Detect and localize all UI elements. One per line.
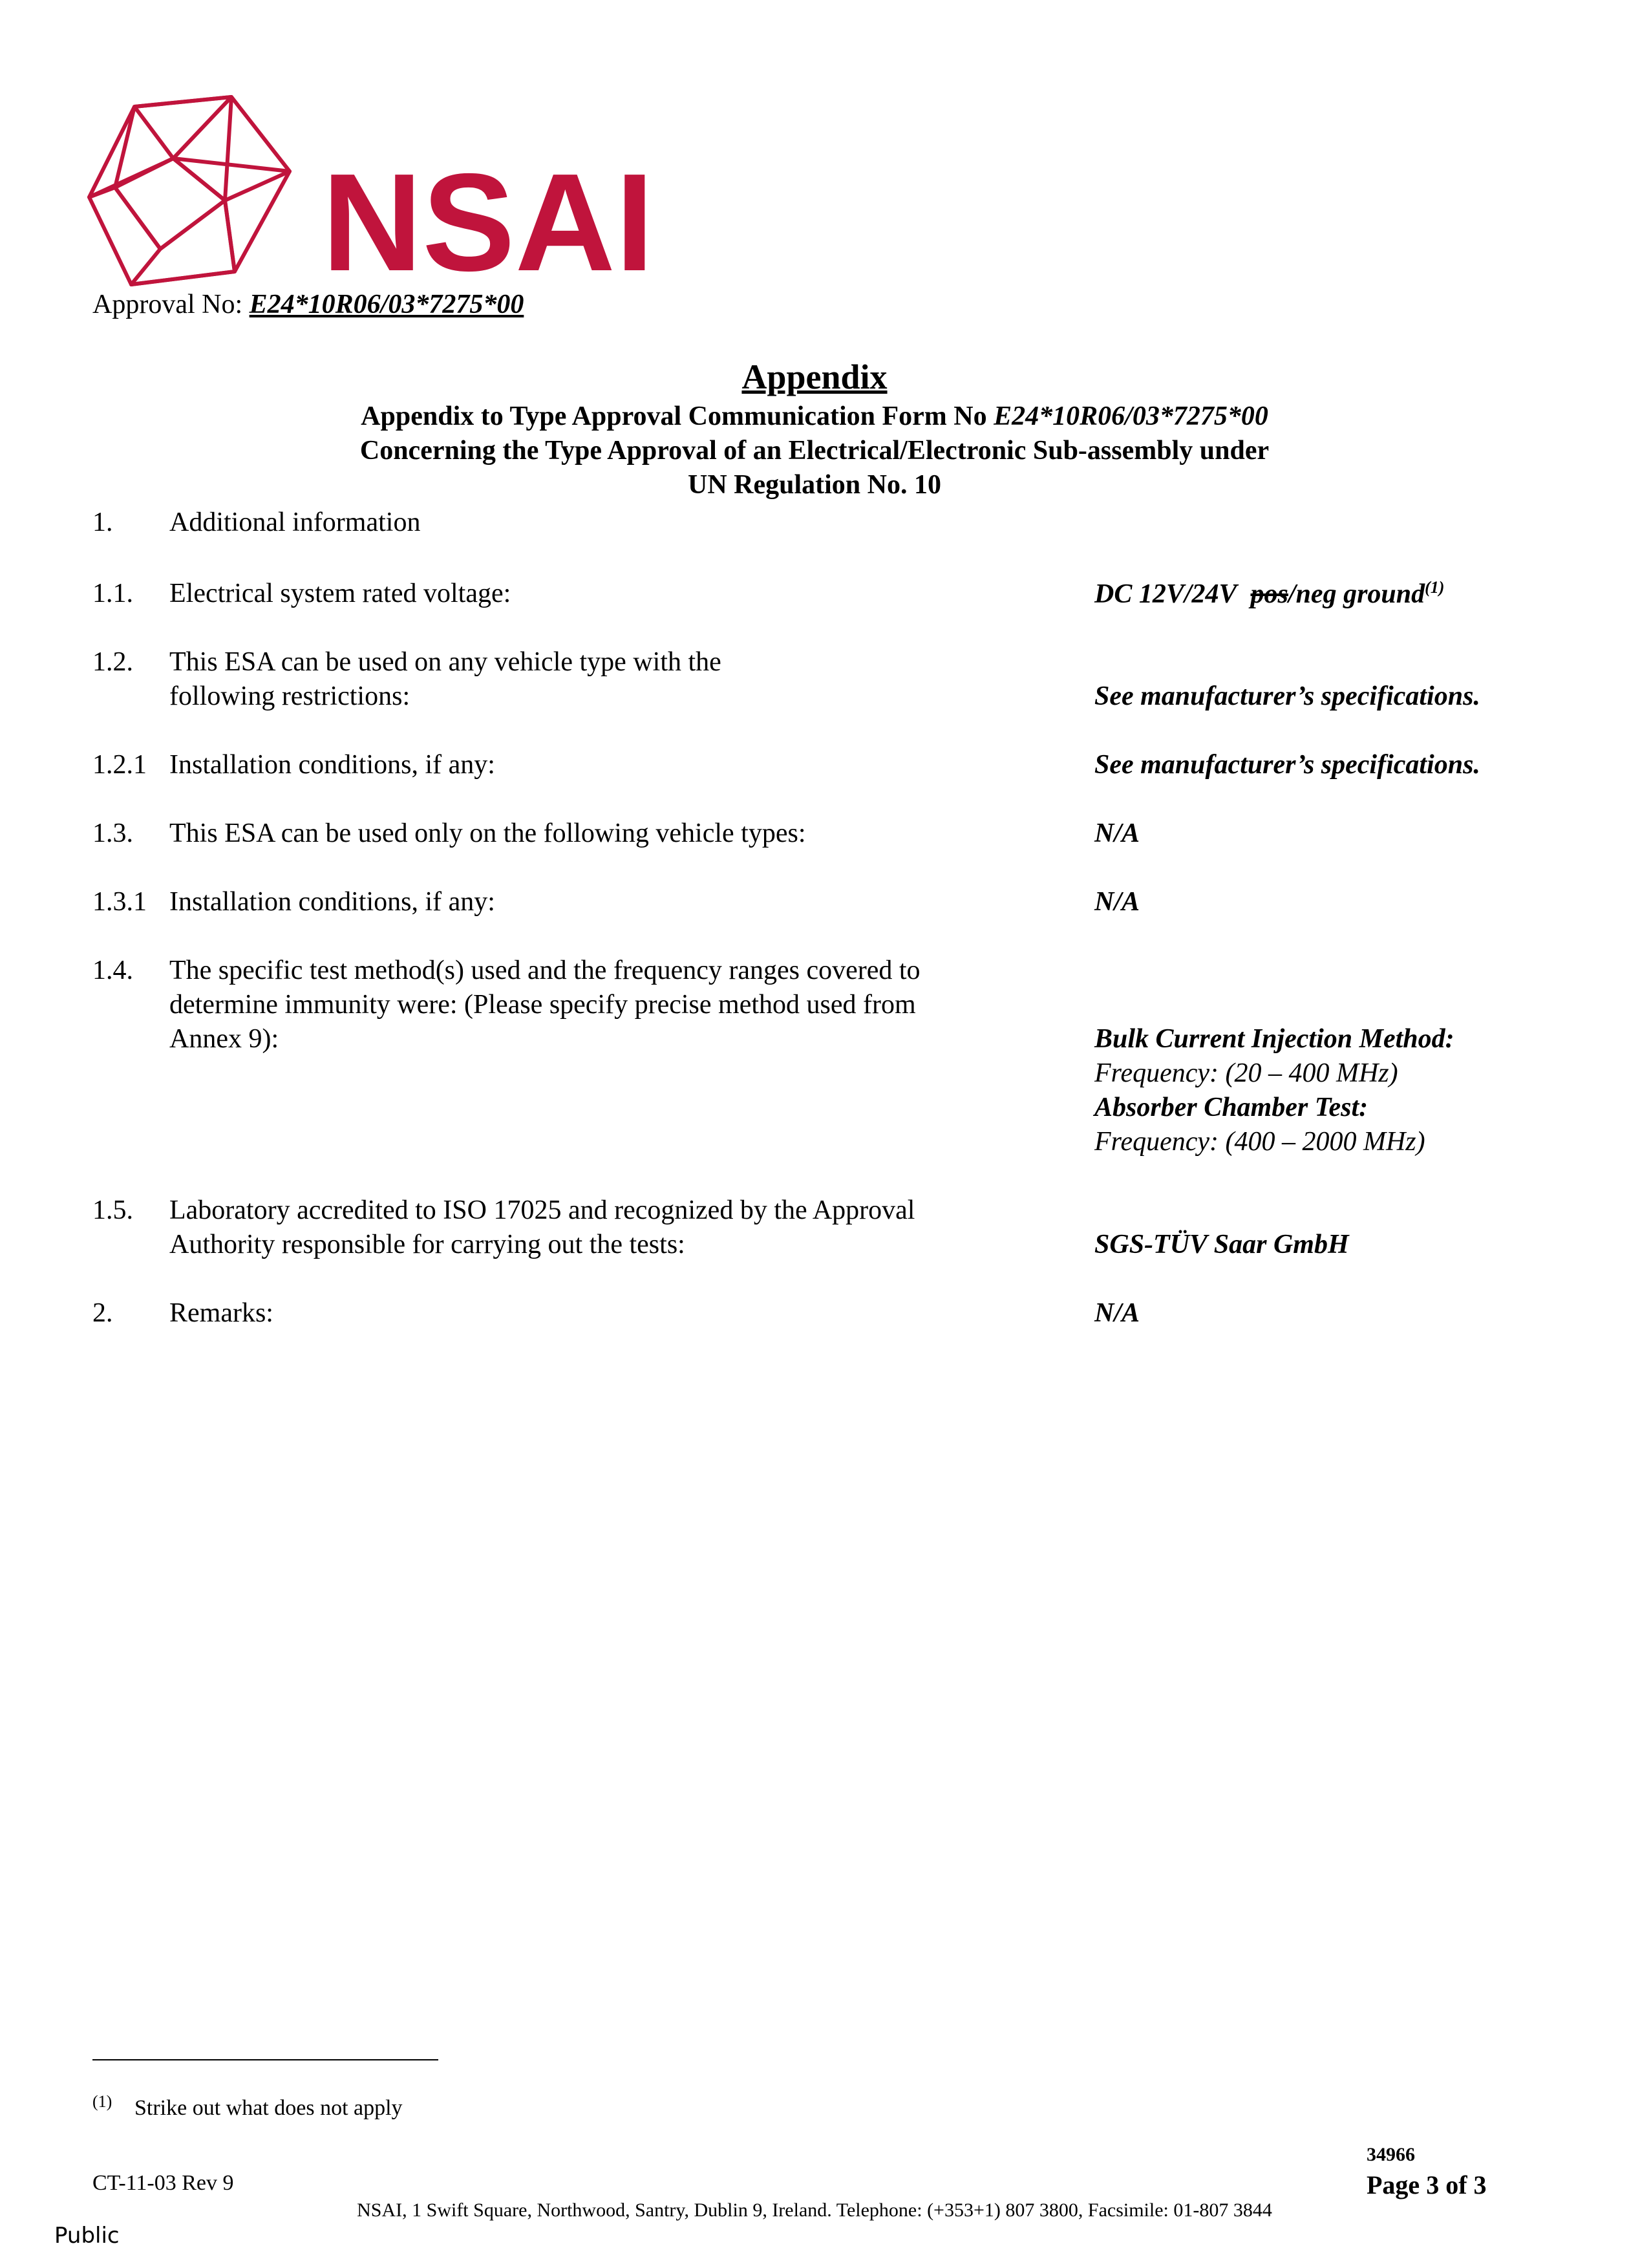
section-1-2-1-value: See manufacturer’s specifications.	[1094, 750, 1480, 780]
subtitle-line-3: UN Regulation No. 10	[687, 470, 941, 500]
section-1-3-1-number: 1.3.1	[92, 887, 147, 917]
voltage-struck-option: pos	[1250, 579, 1288, 609]
section-1-2-number: 1.2.	[92, 647, 133, 677]
form-id: CT-11-03 Rev 9	[92, 2171, 234, 2195]
section-2-value: N/A	[1094, 1298, 1140, 1328]
footer-address: NSAI, 1 Swift Square, Northwood, Santry, Dublin 9, Ireland. Telephone: (+353+1) 807 3800, Facsimile: 01-807 3844	[357, 2199, 1272, 2221]
voltage-value: DC 12V/24V	[1094, 579, 1237, 609]
section-1-2-label-line-2: following restrictions:	[169, 681, 410, 711]
subtitle-prefix: Appendix to Type Approval Communication Form No	[361, 401, 987, 431]
section-1-2-value: See manufacturer’s specifications.	[1094, 681, 1480, 711]
section-1-5-number: 1.5.	[92, 1195, 133, 1225]
section-1-1-number: 1.1.	[92, 579, 133, 608]
section-2-label: Remarks:	[169, 1298, 273, 1328]
absorber-frequency: Frequency: (400 – 2000 MHz)	[1094, 1127, 1425, 1157]
document-number: 34966	[1367, 2144, 1415, 2165]
section-1-3-1-value: N/A	[1094, 887, 1140, 917]
section-1-2-1-number: 1.2.1	[92, 750, 147, 780]
section-1-3-number: 1.3.	[92, 818, 133, 848]
section-1-number: 1.	[92, 508, 113, 537]
section-1-2-1-label: Installation conditions, if any:	[169, 750, 495, 780]
footnote-divider	[92, 2059, 438, 2060]
absorber-chamber-test: Absorber Chamber Test:	[1094, 1093, 1368, 1122]
section-1-label: Additional information	[169, 508, 421, 537]
footnote-ref: (1)	[1425, 578, 1445, 597]
classification-label: Public	[54, 2223, 120, 2249]
section-1-2-label-line-1: This ESA can be used on any vehicle type with the	[169, 647, 721, 677]
nsai-logo	[89, 97, 654, 300]
section-1-5-label-line-2: Authority responsible for carrying out the tests:	[169, 1230, 685, 1259]
subtitle-line-2: Concerning the Type Approval of an Electrical/Electronic Sub-assembly under	[359, 436, 1270, 465]
nsai-logo-graphic	[89, 97, 654, 300]
subtitle-line-1	[0, 401, 1629, 432]
section-1-4-label-line-2: determine immunity were: (Please specify precise method used from	[169, 990, 916, 1020]
section-2-number: 2.	[92, 1298, 113, 1328]
section-1-4-label-line-3: Annex 9):	[169, 1024, 279, 1054]
section-1-4-label-line-1: The specific test method(s) used and the frequency ranges covered to	[169, 956, 921, 985]
section-1-5-value: SGS-TÜV Saar GmbH	[1094, 1230, 1349, 1259]
logo-wordmark: NSAI	[322, 144, 654, 300]
bci-frequency: Frequency: (20 – 400 MHz)	[1094, 1058, 1398, 1088]
section-1-3-label: This ESA can be used only on the following vehicle types:	[169, 818, 806, 848]
footnote-mark: (1)	[92, 2092, 112, 2111]
section-1-3-1-label: Installation conditions, if any:	[169, 887, 495, 917]
bci-method: Bulk Current Injection Method:	[1094, 1024, 1454, 1054]
page-title: Appendix	[741, 358, 888, 396]
section-1-4-number: 1.4.	[92, 956, 133, 985]
approval-number: E24*10R06/03*7275*00	[249, 290, 524, 319]
page-number: Page 3 of 3	[1367, 2170, 1487, 2199]
footnote-text: Strike out what does not apply	[134, 2096, 403, 2120]
approval-label: Approval No:	[92, 290, 243, 319]
section-1-1-label: Electrical system rated voltage:	[169, 579, 511, 608]
section-1-5-label-line-1: Laboratory accredited to ISO 17025 and recognized by the Approval	[169, 1195, 915, 1225]
subtitle-form-number: E24*10R06/03*7275*00	[994, 401, 1268, 431]
approval-line	[92, 289, 524, 320]
voltage-ground: /neg ground	[1288, 579, 1425, 609]
section-1-3-value: N/A	[1094, 818, 1140, 848]
section-1-1-value	[1094, 578, 1444, 610]
